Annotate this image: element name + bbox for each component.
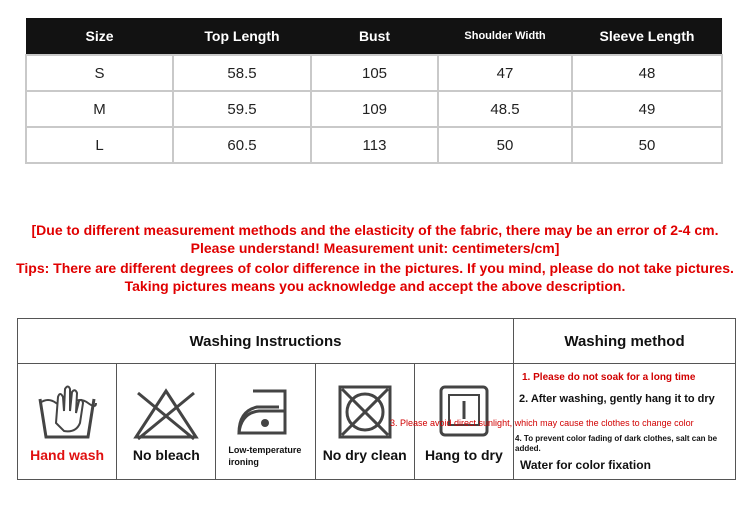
- cell-shoulder-width: 50: [438, 127, 572, 163]
- cell-bust: 113: [311, 127, 438, 163]
- header-bust: Bust: [311, 18, 438, 55]
- method-item-5: Water for color fixation: [520, 458, 651, 472]
- washing-method-title: Washing method: [513, 319, 736, 364]
- header-shoulder-width: Shoulder Width: [438, 18, 572, 55]
- cell-size: M: [26, 91, 173, 127]
- size-table: [25, 18, 723, 164]
- note-line-2: Please understand! Measurement unit: centimeters/cm]: [190, 240, 560, 256]
- header-sleeve-length: Sleeve Length: [572, 18, 722, 55]
- header-size: Size: [26, 18, 173, 55]
- no-bleach-icon: [130, 383, 202, 441]
- cell-shoulder-width: 48.5: [438, 91, 572, 127]
- cell-bust: 109: [311, 91, 438, 127]
- low-temp-iron-icon: [233, 383, 299, 441]
- table-row: [26, 127, 722, 163]
- no-dry-clean-icon: [336, 383, 394, 441]
- header-top-length: Top Length: [173, 18, 311, 55]
- method-item-1: 1. Please do not soak for a long time: [522, 372, 696, 383]
- cell-top-length: 60.5: [173, 127, 311, 163]
- care-cell-no-bleach: [117, 363, 216, 480]
- care-label-hang-dry: Hang to dry: [425, 447, 503, 463]
- cell-shoulder-width: 47: [438, 55, 572, 91]
- care-label-low-temp-iron: Low-temperature ironing: [228, 445, 302, 467]
- method-item-3: 3. Please avoid direct sunlight, which may cause the clothes to change color: [390, 418, 694, 428]
- washing-panel: [17, 318, 736, 480]
- method-item-4: 4. To prevent color fading of dark clothes, salt can be added.: [515, 434, 718, 453]
- care-cell-low-temp-iron: [216, 363, 315, 480]
- cell-top-length: 59.5: [173, 91, 311, 127]
- method-item-2: 2. After washing, gently hang it to dry: [519, 393, 715, 405]
- size-table-header-row: [26, 18, 722, 55]
- note-line-1: [Due to different measurement methods and the elasticity of the fabric, there may be an error of 2-4 cm.: [31, 222, 719, 238]
- care-label-no-dry-clean: No dry clean: [322, 447, 407, 463]
- cell-size: S: [26, 55, 173, 91]
- washing-instructions-title: Washing Instructions: [18, 319, 514, 364]
- hand-wash-icon: [34, 383, 100, 441]
- cell-sleeve-length: 49: [572, 91, 722, 127]
- cell-sleeve-length: 48: [572, 55, 722, 91]
- care-cell-hand-wash: [18, 363, 117, 480]
- hang-dry-icon: [435, 383, 493, 441]
- cell-bust: 105: [311, 55, 438, 91]
- cell-sleeve-length: 50: [572, 127, 722, 163]
- note-line-4: Taking pictures means you acknowledge and accept the above description.: [124, 278, 626, 294]
- cell-size: L: [26, 127, 173, 163]
- measurement-notes: [0, 221, 750, 295]
- care-label-no-bleach: No bleach: [132, 447, 200, 463]
- table-row: [26, 91, 722, 127]
- care-label-hand-wash: Hand wash: [30, 447, 105, 463]
- note-line-3: Tips: There are different degrees of color difference in the pictures. If you mind, please do not take pictures.: [16, 260, 734, 276]
- table-row: [26, 55, 722, 91]
- cell-top-length: 58.5: [173, 55, 311, 91]
